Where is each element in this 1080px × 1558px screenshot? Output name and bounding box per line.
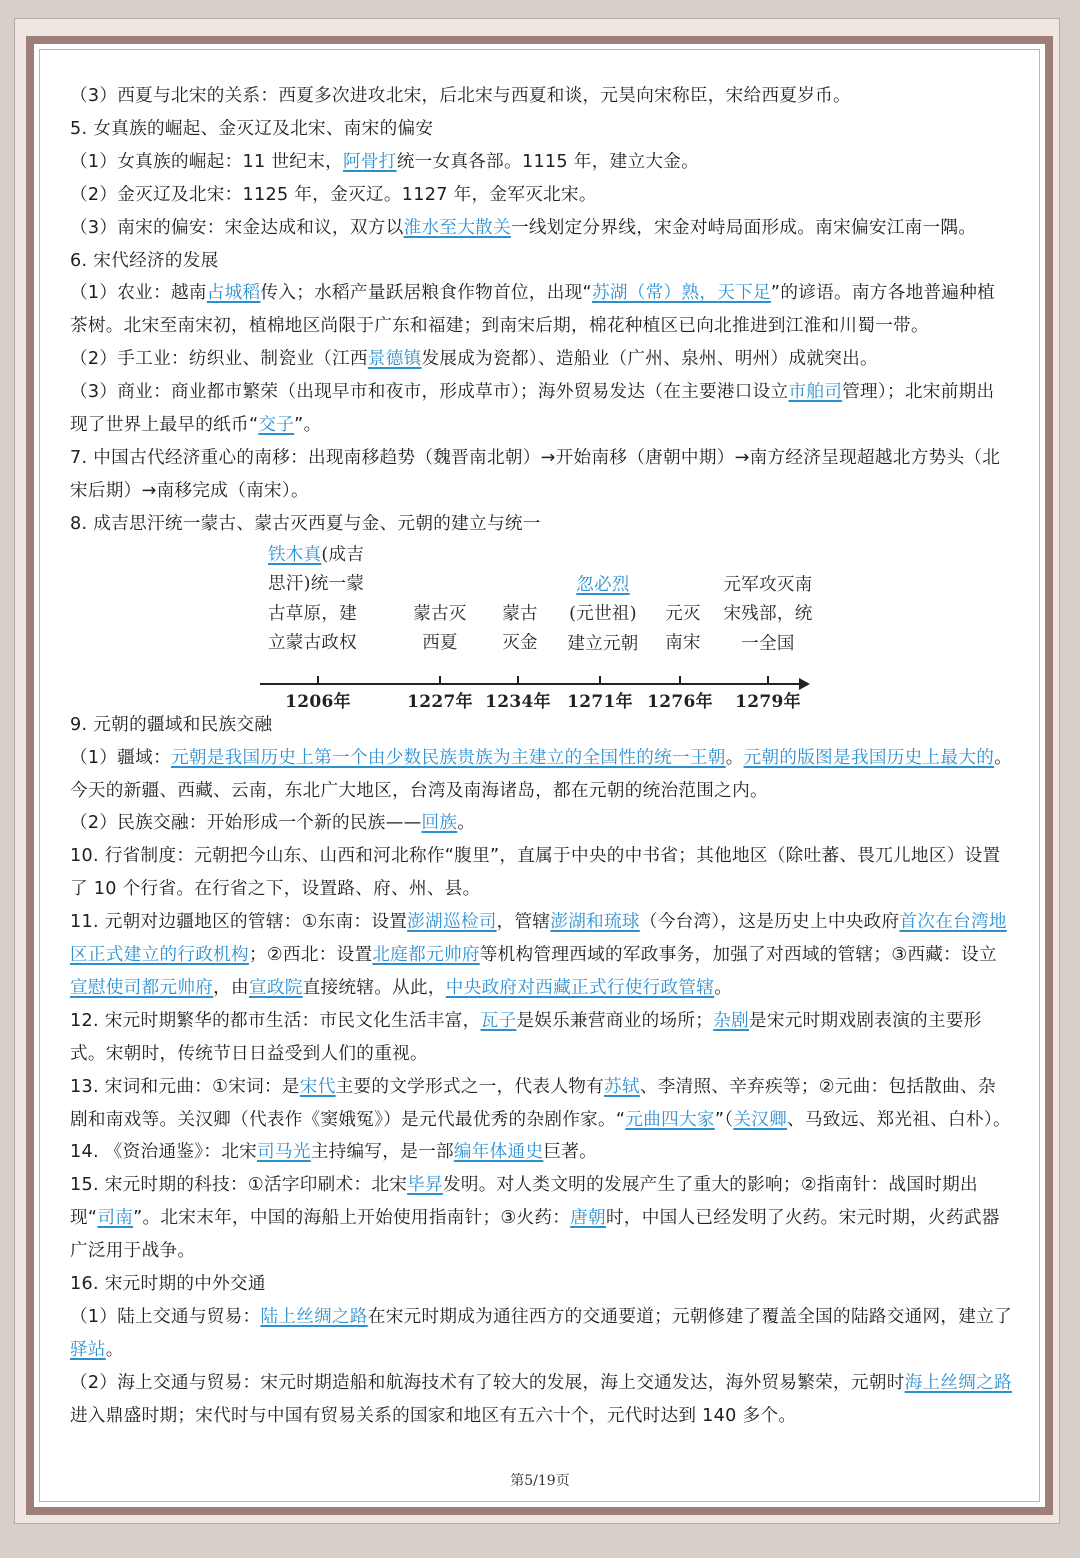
text-run: 是宋元时期戏剧表演的主要形式。宋朝时，传统节日日益受到人们的重视。 — [70, 1010, 982, 1064]
text-run: 发展成为瓷都）、造船业（广州、泉州、明州）成就突出。 — [421, 349, 878, 370]
text-run: ”的谚语。南方各地普遍种植茶树。北宋至南宋初，植棉地区尚限于广东和福建；到南宋后期，棉花种植区已向北推进到江淮和川蜀一带。 — [70, 283, 996, 337]
paragraph — [70, 113, 1012, 146]
key-term: 淮水至大散关 — [403, 217, 511, 238]
timeline-event-line — [703, 600, 833, 630]
text-run: 管理）；北宋前期出现了世界上最早的纸币“ — [70, 382, 995, 436]
paragraph — [70, 146, 1012, 179]
paragraph — [70, 179, 1012, 212]
text-run: 蒙古 — [502, 603, 538, 624]
text-run: 南宋 — [665, 633, 701, 654]
text-run: ，管辖 — [496, 912, 551, 933]
key-term: 瓦子 — [480, 1010, 517, 1031]
paragraph — [70, 212, 1012, 245]
text-run: ”。 — [294, 415, 322, 436]
key-term: 毕昇 — [407, 1175, 443, 1196]
text-run: ；②西北：设置 — [248, 945, 373, 966]
key-term: 编年体通史 — [453, 1142, 544, 1163]
text-run: 巨著。 — [543, 1142, 598, 1163]
paragraph — [70, 376, 1012, 442]
key-term: 司南 — [97, 1208, 134, 1229]
key-term: 阿骨打 — [343, 151, 397, 172]
text-run: 14. 《资治通鉴》：北宋 — [70, 1142, 258, 1163]
timeline-tick — [439, 676, 441, 684]
text-run: （1）陆上交通与贸易： — [70, 1307, 261, 1327]
text-run: 元灭 — [665, 603, 701, 624]
text-run: 16. 宋元时期的中外交通 — [70, 1274, 266, 1295]
paragraph — [70, 80, 1012, 113]
text-run: 11. 元朝对边疆地区的管辖：①东南：设置 — [70, 912, 408, 933]
paragraph — [70, 277, 1012, 343]
timeline-event-line — [703, 630, 833, 660]
paragraph — [70, 807, 1012, 840]
key-term: 铁木真 — [268, 544, 322, 565]
text-run: （2）金灭辽及北宋：1125 年，金灭辽。1127 年，金军灭北宋。 — [70, 184, 597, 205]
paragraph — [70, 1136, 1012, 1169]
timeline-event-line — [268, 541, 398, 571]
text-run: 统一女真各部。1115 年，建立大金。 — [396, 151, 700, 172]
text-run: 古草原，建 — [268, 603, 357, 624]
paragraph — [70, 508, 1012, 541]
text-run: （2）海上交通与贸易：宋元时期造船和航海技术有了较大的发展，海上交通发达，海外贸易繁荣，元朝时 — [70, 1372, 905, 1393]
key-term: 苏轼 — [604, 1076, 640, 1097]
timeline-year: 1206年 — [285, 691, 351, 712]
text-run: （今台湾），这是历史上中央政府 — [639, 912, 900, 933]
text-run: 主持编写，是一部 — [310, 1142, 454, 1163]
timeline-tick — [317, 676, 319, 684]
key-term: 苏湖（常）熟，天下足 — [591, 283, 771, 304]
page-number: 第5/19页 — [510, 1473, 570, 1489]
paragraph — [70, 906, 1012, 1005]
text-run: （1）疆域： — [70, 747, 171, 768]
text-run: 发明。对人类文明的发展产生了重大的影响；②指南针：战国时期出现“ — [70, 1175, 978, 1229]
timeline-tick — [767, 676, 769, 684]
text-run: （2）手工业：纺织业、制瓷业（江西 — [70, 349, 368, 370]
key-term: 占城稻 — [206, 283, 261, 304]
paragraph — [70, 1005, 1012, 1071]
timeline-event — [703, 571, 833, 660]
paragraph — [70, 1367, 1012, 1433]
text-run: 、李清照、辛弃疾等；②元曲：包括散曲、杂剧和南戏等。关汉卿（代表作《窦娥冤》）是元代最优秀的杂剧作家。“ — [70, 1076, 996, 1130]
paragraph — [70, 742, 1012, 808]
text-run: 是娱乐兼营商业的场所； — [516, 1010, 714, 1031]
text-run: 7. 中国古代经济重心的南移：出现南移趋势（魏晋南北朝）→开始南移（唐朝中期）→南方经济呈现超越北方势头（北宋后期）→南移完成（南宋）。 — [70, 447, 1001, 501]
text-run: （2）民族交融：开始形成一个新的民族—— — [70, 813, 422, 834]
text-run: 8. 成吉思汗统一蒙古、蒙古灭西夏与金、元朝的建立与统一 — [70, 513, 541, 534]
key-term: 回族 — [421, 813, 458, 834]
paragraph — [70, 442, 1012, 508]
key-term: 忽必烈 — [576, 574, 630, 595]
timeline-event-line — [538, 571, 668, 601]
text-run: (元世祖) — [569, 604, 637, 625]
text-run: 。 — [714, 977, 733, 998]
key-term: 首次在台湾地区正式建立的行政机构 — [70, 912, 1007, 966]
key-term: 市舶司 — [788, 382, 843, 403]
paragraph — [70, 1169, 1012, 1268]
key-term: 中央政府对西藏正式行使行政管辖 — [445, 977, 715, 998]
key-term: 景德镇 — [367, 349, 422, 370]
key-term: 唐朝 — [570, 1208, 606, 1229]
text-run: 思汗)统一蒙 — [268, 574, 365, 595]
key-term: 交子 — [258, 415, 295, 436]
key-term: 澎湖巡检司 — [407, 912, 497, 933]
paragraph — [70, 1301, 1012, 1367]
timeline-arrow-icon — [799, 678, 810, 690]
text-run: 9. 元朝的疆域和民族交融 — [70, 714, 273, 735]
mongol-timeline — [70, 541, 1012, 712]
text-run: 等机构管理西域的军政事务，加强了对西域的管辖；③西藏：设立 — [479, 945, 997, 966]
text-run: 。 — [725, 747, 744, 768]
text-run: 蒙古灭 — [413, 603, 467, 624]
timeline-tick — [599, 676, 601, 684]
text-run: 主要的文学形式之一，代表人物有 — [335, 1076, 605, 1097]
text-run: 在宋元时期成为通往西方的交通要道；元朝修建了覆盖全国的陆路交通网，建立了 — [367, 1307, 1012, 1327]
text-run: 15. 宋元时期的科技：①活字印刷术：北宋 — [70, 1175, 408, 1196]
text-run: ，由 — [213, 977, 249, 998]
timeline-year: 1276年 — [647, 691, 713, 712]
text-run: （3）南宋的偏安：宋金达成和议，双方以 — [70, 217, 404, 238]
text-run: 、马致远、郑光祖、白朴）。 — [787, 1109, 1011, 1130]
text-run: （1）农业：越南 — [70, 283, 207, 304]
paragraph — [70, 1071, 1012, 1137]
timeline-event-line — [268, 570, 398, 600]
key-term: 司马光 — [257, 1142, 311, 1163]
text-run: （3）西夏与北宋的关系：西夏多次进攻北宋，后北宋与西夏和谈，元昊向宋称臣，宋给西夏岁币。 — [70, 86, 851, 106]
key-term: 元曲四大家 — [625, 1109, 715, 1130]
text-run: 直接统辖。从此， — [302, 977, 446, 998]
text-run: ”。北宋末年，中国的海船上开始使用指南针；③火药： — [133, 1208, 571, 1229]
text-run: 时，中国人已经发明了火药。宋元时期，火药武器广泛用于战争。 — [70, 1208, 1000, 1262]
text-run: （3）商业：商业都市繁荣（出现早市和夜市，形成草市）；海外贸易发达（在主要港口设立 — [70, 382, 789, 403]
timeline-year: 1234年 — [485, 691, 551, 712]
key-term: 元朝是我国历史上第一个由少数民族贵族为主建立的全国性的统一王朝 — [170, 747, 726, 768]
paragraph — [70, 1268, 1012, 1301]
timeline-year: 1271年 — [567, 691, 633, 712]
text-run: （1）女真族的崛起：11 世纪末， — [70, 151, 343, 172]
text-run: 13. 宋词和元曲：①宋词：是 — [70, 1076, 300, 1097]
text-run: 建立元朝 — [567, 633, 639, 654]
text-run: 进入鼎盛时期；宋代时与中国有贸易关系的国家和地区有五六十个，元代时达到 140 多个。 — [70, 1405, 797, 1426]
text-block-2 — [70, 709, 1012, 1433]
timeline-event-line — [703, 571, 833, 601]
paragraph — [70, 343, 1012, 376]
text-run: 元军攻灭南 — [723, 574, 813, 595]
text-run: 宋残部，统 — [723, 604, 813, 625]
text-run: ”（ — [714, 1109, 734, 1130]
document-body — [70, 80, 1012, 1433]
key-term: 北庭都元帅府 — [372, 945, 480, 966]
timeline-year: 1227年 — [407, 691, 473, 712]
text-run: 立蒙古政权 — [268, 633, 357, 654]
text-run: 灭金 — [502, 633, 538, 654]
timeline-year: 1279年 — [735, 691, 801, 712]
text-run: 6. 宋代经济的发展 — [70, 250, 219, 271]
key-term: 宋代 — [299, 1076, 336, 1097]
key-term: 澎湖和琉球 — [550, 912, 640, 933]
timeline-tick — [679, 676, 681, 684]
text-run: 。 — [105, 1339, 124, 1360]
timeline-tick — [517, 676, 519, 684]
text-run: 10. 行省制度：元朝把今山东、山西和河北称作“腹里”，直属于中央的中书省；其他地区（除吐蕃、畏兀儿地区）设置了 10 个行省。在行省之下，设置路、府、州、县。 — [70, 846, 1001, 900]
text-run: 传入；水稻产量跃居粮食作物首位，出现“ — [260, 283, 592, 304]
key-term: 宣政院 — [248, 977, 303, 998]
text-run: 一线划定分界线，宋金对峙局面形成。南宋偏安江南一隅。 — [510, 217, 977, 238]
key-term: 元朝的版图是我国历史上最大的 — [743, 747, 995, 768]
text-block-1 — [70, 80, 1012, 541]
text-run: (成吉 — [321, 544, 365, 565]
timeline-axis — [260, 683, 800, 685]
paragraph — [70, 245, 1012, 278]
paragraph — [70, 840, 1012, 906]
text-run: 西夏 — [422, 633, 458, 654]
text-run: 一全国 — [741, 633, 795, 654]
key-term: 杂剧 — [713, 1010, 749, 1031]
key-term: 陆上丝绸之路 — [260, 1307, 368, 1327]
text-run: 。 — [457, 813, 476, 834]
text-run: 。今天的新疆、西藏、云南，东北广大地区，台湾及南海诸岛，都在元朝的统治范围之内。 — [70, 747, 1013, 801]
key-term: 驿站 — [70, 1339, 106, 1360]
key-term: 宣慰使司都元帅府 — [70, 977, 214, 998]
text-run: 5. 女真族的崛起、金灭辽及北宋、南宋的偏安 — [70, 118, 434, 139]
key-term: 关汉卿 — [733, 1109, 788, 1130]
text-run: 12. 宋元时期繁华的都市生活：市民文化生活丰富， — [70, 1010, 481, 1031]
key-term: 海上丝绸之路 — [904, 1372, 1012, 1393]
